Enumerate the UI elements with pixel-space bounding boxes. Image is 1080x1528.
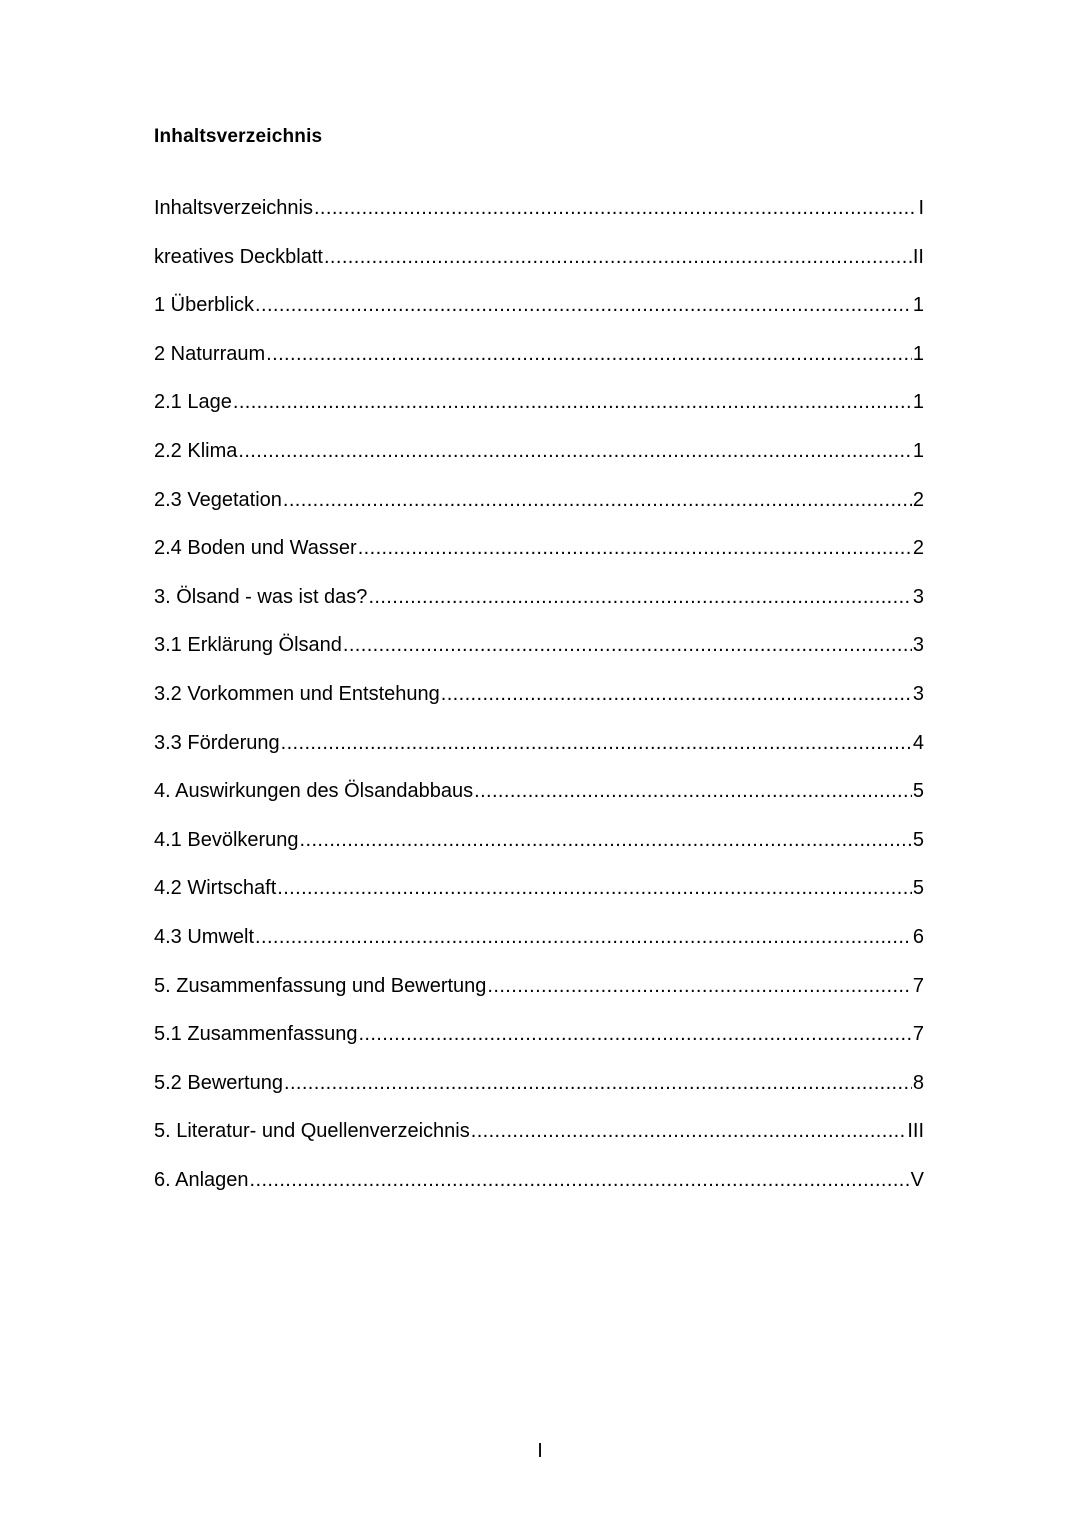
toc-dot-leader (283, 486, 912, 514)
toc-entry-title: 6. Anlagen (154, 1168, 249, 1191)
toc-dot-leader (368, 583, 911, 611)
toc-entry-title: 5.2 Bewertung (154, 1071, 283, 1094)
toc-dot-leader (343, 631, 912, 659)
toc-entry-page: II (912, 245, 924, 268)
toc-entry-title: 5. Literatur- und Quellenverzeichnis (154, 1120, 470, 1143)
page-number: I (537, 1440, 543, 1462)
toc-entry-title: 3.1 Erklärung Ölsand (154, 634, 342, 657)
toc-entry-title: 2 Naturraum (154, 342, 266, 365)
toc-entry (154, 1166, 924, 1215)
toc-entry (154, 583, 924, 632)
toc-entry-title: 4. Auswirkungen des Ölsandabbaus (154, 780, 474, 803)
toc-entry (154, 243, 924, 292)
toc-entry-page: 5 (912, 780, 924, 803)
toc-dot-leader (255, 923, 912, 951)
toc-dot-leader (441, 680, 912, 708)
toc-entry-title: 3.3 Förderung (154, 731, 280, 754)
toc-entry (154, 437, 924, 486)
toc-entry-page: 5 (912, 877, 924, 900)
toc-entry (154, 631, 924, 680)
toc-dot-leader (358, 534, 912, 562)
toc-entry-title: 2.2 Klima (154, 439, 238, 462)
toc-entry-page: 3 (912, 634, 924, 657)
toc-entry-title: 5. Zusammenfassung und Bewertung (154, 974, 487, 997)
toc-entry (154, 291, 924, 340)
toc-entry (154, 388, 924, 437)
toc-entry-title: kreatives Deckblatt (154, 245, 323, 268)
toc-dot-leader (324, 243, 912, 271)
toc-entry (154, 777, 924, 826)
toc-dot-leader (255, 291, 912, 319)
toc-entry-title: 2.1 Lage (154, 391, 232, 414)
toc-entry (154, 826, 924, 875)
toc-entry-page: 1 (912, 439, 924, 462)
toc-entry (154, 1020, 924, 1069)
toc-dot-leader (314, 194, 917, 222)
toc-dot-leader (250, 1166, 910, 1194)
toc-entry-page: 7 (912, 1023, 924, 1046)
toc-entry-page: III (907, 1120, 924, 1143)
toc-dot-leader (487, 972, 911, 1000)
toc-entry-title: 4.3 Umwelt (154, 925, 255, 948)
toc-entry-page: 3 (912, 682, 924, 705)
toc-dot-leader (281, 729, 912, 757)
toc-entry-page: 1 (912, 294, 924, 317)
toc-entry-page: 1 (912, 342, 924, 365)
toc-entry (154, 340, 924, 389)
toc-entry (154, 923, 924, 972)
toc-entry-title: 2.3 Vegetation (154, 488, 282, 511)
toc-dot-leader (233, 388, 912, 416)
toc-entry-title: 1 Überblick (154, 294, 255, 317)
toc-dot-leader (284, 1069, 912, 1097)
toc-entry (154, 1117, 924, 1166)
toc-entry (154, 874, 924, 923)
toc-entry-page: V (910, 1168, 924, 1191)
toc-entry-title: 3.2 Vorkommen und Entstehung (154, 682, 440, 705)
toc-entry-page: I (918, 197, 924, 219)
toc-dot-leader (277, 874, 912, 902)
toc-entry-title: 5.1 Zusammenfassung (154, 1023, 358, 1046)
toc-entry (154, 1069, 924, 1118)
toc-entry-page: 7 (912, 974, 924, 997)
toc-entry-page: 4 (912, 731, 924, 754)
toc-entry (154, 680, 924, 729)
toc-entry-page: 8 (912, 1071, 924, 1094)
toc-dot-leader (300, 826, 912, 854)
toc-entry (154, 194, 924, 243)
toc-entry-page: 1 (912, 391, 924, 414)
toc-entry-page: 2 (912, 488, 924, 511)
toc-entry-title: 2.4 Boden und Wasser (154, 537, 357, 560)
table-of-contents (154, 194, 924, 1214)
toc-dot-leader (266, 340, 912, 368)
toc-entry-page: 2 (912, 537, 924, 560)
toc-dot-leader (358, 1020, 911, 1048)
toc-entry-title: 4.1 Bevölkerung (154, 828, 299, 851)
toc-entry (154, 972, 924, 1021)
toc-entry (154, 486, 924, 535)
toc-entry-title: Inhaltsverzeichnis (154, 197, 313, 219)
toc-entry-page: 6 (912, 925, 924, 948)
toc-entry-page: 3 (912, 585, 924, 608)
page-title: Inhaltsverzeichnis (154, 126, 323, 147)
toc-dot-leader (474, 777, 912, 805)
toc-dot-leader (471, 1117, 907, 1145)
toc-dot-leader (238, 437, 912, 465)
toc-entry (154, 534, 924, 583)
toc-entry (154, 729, 924, 778)
toc-entry-page: 5 (912, 828, 924, 851)
toc-entry-title: 4.2 Wirtschaft (154, 877, 277, 900)
toc-entry-title: 3. Ölsand - was ist das? (154, 585, 368, 608)
